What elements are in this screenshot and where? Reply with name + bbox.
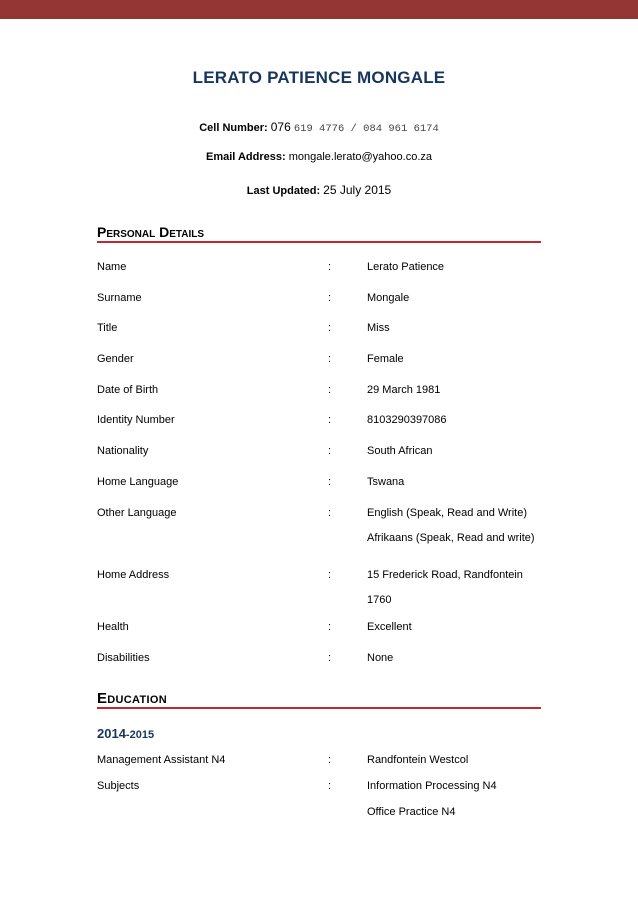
personal-row-8-value: Tswana [367, 476, 405, 488]
email-value: mongale.lerato@yahoo.co.za [288, 151, 432, 163]
education-heading: Education [97, 690, 167, 707]
cell-number-line [0, 120, 638, 135]
personal-row-10-value-line2: 1760 [367, 594, 392, 606]
personal-row-1-label: Name [97, 261, 127, 273]
personal-row-3-label: Title [97, 322, 118, 334]
personal-row-6-value: 8103290397086 [367, 414, 447, 426]
resume-name-title: LERATO PATIENCE MONGALE [192, 68, 446, 87]
personal-row-2-label: Surname [97, 292, 142, 304]
personal-row-9-label: Other Language [97, 507, 177, 519]
personal-row-12-value: None [367, 652, 394, 664]
last-updated-value: 25 July 2015 [323, 183, 392, 197]
personal-row-5-value: 29 March 1981 [367, 384, 441, 396]
education-row-2-value: Information Processing N4 [367, 780, 497, 792]
personal-row-8-separator: : [328, 476, 332, 488]
personal-row-6-separator: : [328, 414, 332, 426]
personal-row-5-label: Date of Birth [97, 384, 159, 396]
education-year [97, 726, 154, 741]
personal-details-heading: Personal Details [97, 224, 205, 240]
personal-row-7-separator: : [328, 445, 332, 457]
personal-row-2-separator: : [328, 292, 332, 304]
education-year-start: 2014 [97, 726, 126, 741]
education-row-1-label: Management Assistant N4 [97, 754, 226, 766]
personal-row-12-label: Disabilities [97, 652, 150, 664]
personal-row-10-label: Home Address [97, 569, 170, 581]
personal-row-10-value: 15 Frederick Road, Randfontein [367, 569, 523, 581]
personal-row-11-separator: : [328, 621, 332, 633]
personal-details-rule [97, 241, 541, 243]
personal-row-1-value: Lerato Patience [367, 261, 445, 273]
personal-row-4-label: Gender [97, 353, 134, 365]
personal-row-1-separator: : [328, 261, 332, 273]
top-color-bar [0, 0, 638, 19]
personal-row-11-label: Health [97, 621, 129, 633]
personal-row-9-value-line2: Afrikaans (Speak, Read and write) [367, 532, 535, 544]
personal-row-4-value: Female [367, 353, 404, 365]
education-year-end: -2015 [125, 729, 155, 741]
education-row-2-separator: : [328, 780, 332, 792]
education-row-1-separator: : [328, 754, 332, 766]
email-label: Email Address: [205, 151, 286, 163]
email-line [0, 151, 638, 163]
personal-row-6-label: Identity Number [97, 414, 175, 426]
personal-row-3-value: Miss [367, 322, 390, 334]
cell-number-label: Cell Number: [199, 122, 268, 134]
education-row-2-label: Subjects [97, 780, 140, 792]
personal-row-12-separator: : [328, 652, 332, 664]
last-updated-line [0, 183, 638, 197]
personal-row-3-separator: : [328, 322, 332, 334]
last-updated-label: Last Updated: [246, 185, 321, 197]
personal-row-9-value: English (Speak, Read and Write) [367, 507, 527, 519]
cell-number-prefix: 076 [270, 120, 291, 134]
personal-row-11-value: Excellent [367, 621, 412, 633]
personal-row-7-value: South African [367, 445, 433, 457]
education-row-2-value-line2: Office Practice N4 [367, 806, 456, 818]
personal-row-5-separator: : [328, 384, 332, 396]
personal-row-2-value: Mongale [367, 292, 410, 304]
personal-row-7-label: Nationality [97, 445, 149, 457]
personal-row-4-separator: : [328, 353, 332, 365]
education-rule [97, 707, 541, 709]
personal-row-10-separator: : [328, 569, 332, 581]
personal-row-8-label: Home Language [97, 476, 179, 488]
personal-row-9-separator: : [328, 507, 332, 519]
cell-number-value: 619 4776 / 084 961 6174 [293, 123, 439, 135]
education-row-1-value: Randfontein Westcol [367, 754, 469, 766]
